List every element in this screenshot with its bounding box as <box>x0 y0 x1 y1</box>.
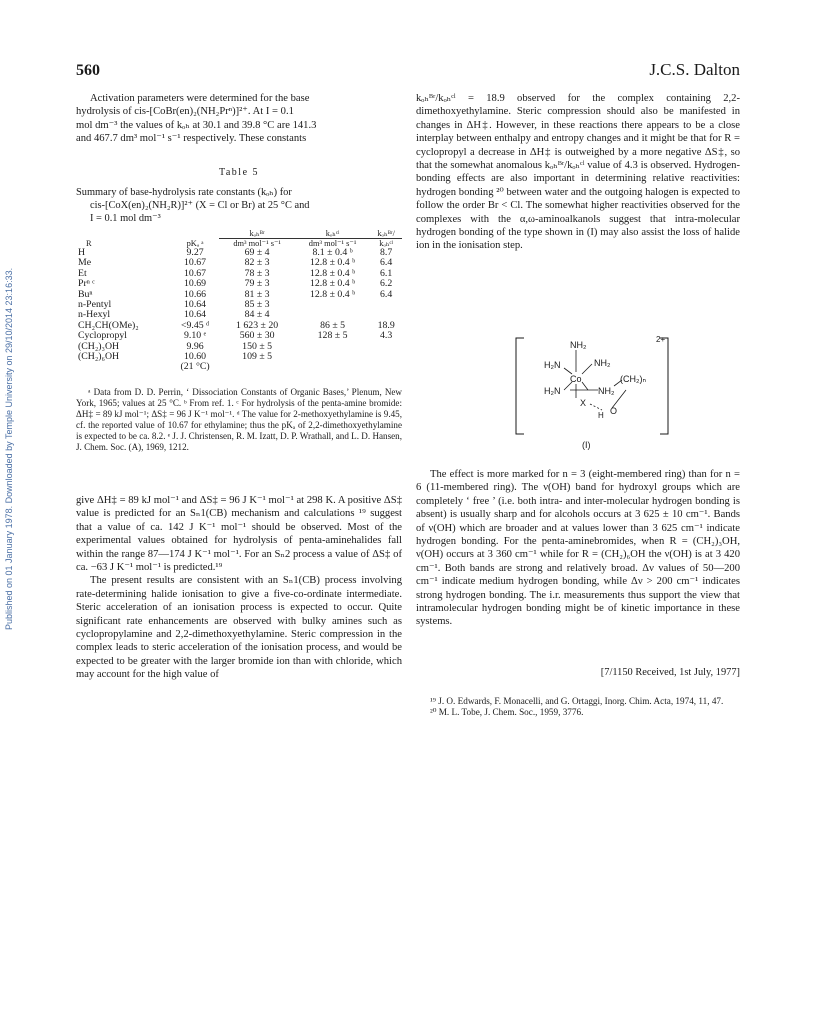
cell-ratio <box>370 342 402 352</box>
cell-pka: 9.10 ᵉ <box>184 330 207 342</box>
cell-r <box>76 362 171 372</box>
table-caption <box>76 186 402 225</box>
cell-kbr: 85 ± 3 <box>244 299 270 311</box>
table-row <box>76 331 402 341</box>
paragraph: kₒₕᴮʳ/kₒₕᶜˡ = 18.9 observed for the complex containing 2,2-dimethoxyethylamine. Steric compression should also be manifested in changes in ΔH‡. However, in these reactions there appears to be a close interplay between enthalpy and entropy changes and it might be that for R = cyclopropyl a decrease in ΔH‡ is outweighed by a more negative ΔS‡, so that the somewhat anomalous kₒₕᴮʳ/kₒₕᶜˡ value of 4.3 is observed. Hydrogen-bonding effects are also important in determining relative reactivities: hydrogen bonding ²⁰ between water and the outgoing halogen is expected to follow the order Br < Cl. The somewhat higher reactivities observed for the complexes with the α,ω-aminoalkanols suggest that intra-molecular hydrogen bonding of the type shown in (I) may also assist the loss of halide ion in the ionisation step. <box>416 93 740 252</box>
caption-line: I = 0.1 mol dm⁻³ <box>90 213 161 224</box>
left-column-intro <box>76 92 402 146</box>
cell-r: (CH₂)₃OH <box>78 340 120 352</box>
cell-r: (CH₂)₆OH <box>78 351 120 363</box>
cell-ratio <box>370 362 402 372</box>
paragraph: give ΔH‡ = 89 kJ mol⁻¹ and ΔS‡ = 96 J K⁻¹ mol⁻¹ at 298 K. A positive ΔS‡ value is predicted for an Sₙ1(CB) mechanism and calculations ¹⁹ suggest that a value of ca. 142 J K⁻¹ mol⁻¹ should be observed. Most of the experimental values obtained for hydrolysis of penta-aminehalides fall within the range 87—174 J K⁻¹ mol⁻¹. For an Sₙ2 process a value of ΔS‡ of ca. −63 J K⁻¹ mol⁻¹ is predicted.¹⁹ <box>76 495 402 574</box>
cell-kcl <box>295 362 370 372</box>
download-watermark: Published on 01 January 1978. Downloaded by Temple University on 29/10/2014 23:16:33. <box>4 267 14 630</box>
cell-kbr: 81 ± 3 <box>244 288 270 300</box>
atom-nh2-right: NH₂ <box>594 358 611 368</box>
cell-kcl: 86 ± 5 <box>320 319 346 331</box>
paragraph: The effect is more marked for n = 3 (eight-membered ring) than for n = 6 (11-membered ring). The ν(OH) band for hydroxyl groups which are completely ‘ free ’ (i.e. both intra- and inter-molecular hydrogen bonding is absent) is usually sharp and for alcohols occurs at 3 625 ± 10 cm⁻¹. Bands of ν(OH) which are broader and at values lower than 3 625 cm⁻¹ indicate hydrogen bonding. For the penta-aminebromides, when R = (CH₂)₃OH, ν(OH) occurs at 3 360 cm⁻¹ while for R = (CH₂)₆OH the ν(OH) is at 3 420 cm⁻¹. Both bands are strong and relatively broad. Δν values of 50—200 cm⁻¹ indicate medium hydrogen bonding, while Δν > 200 cm⁻¹ indicates strong hydrogen bonding. The i.r. measurements thus support the view that intramolecular hydrogen bonding might be of kinetic importance in these systems. <box>416 469 740 628</box>
cell-kcl <box>295 300 370 310</box>
col-header-kcl: kₒₕᶜˡ <box>325 229 340 238</box>
cell-pka: 10.60 <box>184 351 207 363</box>
col-header-pka: pKₐ ᵃ <box>186 239 204 248</box>
cell-ratio: 8.7 <box>380 247 393 258</box>
chain-label: (CH₂)ₙ <box>620 374 647 384</box>
paragraph-line: and 467.7 dm³ mol⁻¹ s⁻¹ respectively. These constants <box>76 133 307 145</box>
paragraph-line: hydrolysis of cis-[CoBr(en)₂(NH₂Prⁿ)]²⁺. At I = 0.1 <box>76 106 294 118</box>
cell-r: CH₂CH(OMe)₂ <box>78 319 139 331</box>
cell-kcl <box>295 352 370 362</box>
atom-nh2-top: NH₂ <box>570 340 587 350</box>
cell-kbr: 150 ± 5 <box>242 340 273 352</box>
cell-ratio: 6.1 <box>380 267 393 279</box>
structure-diagram-I <box>514 330 694 458</box>
cell-kbr: 109 ± 5 <box>242 351 273 363</box>
col-header-kbr-unit: dm³ mol⁻¹ s⁻¹ <box>219 239 294 249</box>
cell-kcl: 8.1 ± 0.4 ᵇ <box>312 247 353 258</box>
footnote-text: ᵃ Data from D. D. Perrin, ‘ Dissociation Constants of Organic Bases,’ Plenum, New York, 1965; values at 25 °C. ᵇ From ref. 1. ᶜ For hydrolysis of the penta-amine bromide: ΔH‡ = 89 kJ mol⁻¹; ΔS‡ = 96 J K⁻¹ mol⁻¹. ᵈ The value for 2-methoxyethylamine is 9.45, cf. the reported value of 10.67 for ethylamine; thus the pKₐ of 2,2-dimethoxyethylamine is expected to be ca. 8.2. ᵉ J. J. Christensen, R. M. Izatt, D. P. Wrathall, and L. D. Hansen, J. Chem. Soc. (A), 1969, 1212. <box>76 387 402 452</box>
cell-kbr: 69 ± 4 <box>244 247 270 258</box>
bracket-left <box>516 338 524 434</box>
table-footnotes <box>76 387 402 453</box>
atom-co: Co <box>570 374 582 384</box>
bracket-right <box>660 338 668 434</box>
cell-kcl: 12.8 ± 0.4 ᵇ <box>310 278 356 290</box>
cell-pka: 10.69 <box>184 278 207 290</box>
cell-kcl: 12.8 ± 0.4 ᵇ <box>310 257 356 269</box>
received-date: [7/1150 Received, 1st July, 1977] <box>600 667 740 678</box>
cell-pka: 10.64 <box>184 299 207 311</box>
cell-r: Et <box>78 267 87 279</box>
table-row <box>76 300 402 310</box>
cell-ratio: 6.4 <box>380 288 393 300</box>
structure-label: (I) <box>582 440 591 450</box>
col-header-r: R <box>86 239 92 248</box>
cell-kbr <box>219 362 294 372</box>
cell-r: Me <box>78 257 92 269</box>
cell-kbr: 560 ± 30 <box>239 330 275 342</box>
cell-ratio: 6.2 <box>380 278 393 290</box>
cell-ratio <box>370 352 402 362</box>
cell-pka: 10.67 <box>184 257 207 269</box>
cell-r: Cyclopropyl <box>78 330 127 342</box>
paragraph-line: mol dm⁻³ the values of kₒₕ at 30.1 and 39.8 °C are 141.3 <box>76 119 317 131</box>
reference-item: ²⁰ M. L. Tobe, J. Chem. Soc., 1959, 3776. <box>430 707 584 717</box>
cell-pka: 9.96 <box>186 340 204 352</box>
atom-h: H <box>598 411 604 420</box>
cell-r: n-Hexyl <box>78 309 111 321</box>
cell-ratio: 18.9 <box>377 319 395 331</box>
atom-o: O <box>610 406 618 416</box>
caption-line: Summary of base-hydrolysis rate constants (kₒₕ) for <box>76 187 292 198</box>
reference-item: ¹⁹ J. O. Edwards, F. Monacelli, and G. Ortaggi, Inorg. Chim. Acta, 1974, 11, 47. <box>430 696 724 706</box>
atom-x: X <box>580 398 587 408</box>
table-title: Table 5 <box>218 167 260 178</box>
paragraph: The present results are consistent with an Sₙ1(CB) process involving rate-determining halide ionisation to give a five-co-ordinate intermediate. Steric acceleration of an ionisation process is expected to occur. Quite significant rate enhancements are observed with bulky amines such as cyclopropylamine and 2,2-dimethoxyethylamine. Steric compression in the complex leads to steric acceleration of the ionisation process, and would be expected to be greater with the larger bromide ion than with chloride, which may account for the high value of <box>76 575 402 681</box>
cell-kbr: 82 ± 3 <box>244 257 270 269</box>
cell-kcl: 12.8 ± 0.4 ᵇ <box>310 267 356 279</box>
col-header-kcl-unit: dm³ mol⁻¹ s⁻¹ <box>295 239 370 249</box>
page-number: 560 <box>76 62 100 79</box>
charge-label: 2+ <box>656 335 666 344</box>
right-column-body <box>416 468 740 629</box>
table-row <box>76 290 402 300</box>
journal-name: J.C.S. Dalton <box>649 60 740 79</box>
cell-pka: (21 °C) <box>180 361 210 373</box>
table-row <box>76 362 402 372</box>
paragraph-line: Activation parameters were determined for the base <box>90 93 310 104</box>
cell-kcl <box>295 342 370 352</box>
cell-r: n-Pentyl <box>78 299 112 311</box>
cell-r: H <box>78 247 86 258</box>
caption-line: cis-[CoX(en)₂(NH₂R)]²⁺ (X = Cl or Br) at 25 °C and <box>90 200 310 211</box>
atom-nh2-bottom: NH₂ <box>598 386 615 396</box>
cell-pka: 10.67 <box>184 267 207 279</box>
table-row <box>76 342 402 352</box>
cell-kbr: 1 623 ± 20 <box>236 319 279 331</box>
references <box>416 696 740 718</box>
col-header-ratio: kₒₕᴮʳ/ <box>377 229 395 238</box>
cell-kcl: 128 ± 5 <box>317 330 348 342</box>
cell-kbr: 78 ± 3 <box>244 267 270 279</box>
cell-ratio: 4.3 <box>380 330 393 342</box>
atom-h2n-bottom-left: H₂N <box>544 386 561 396</box>
cell-r: Buⁿ <box>78 288 93 300</box>
cell-pka: 9.27 <box>186 247 204 258</box>
left-column-body <box>76 494 402 682</box>
cell-ratio: 6.4 <box>380 257 393 269</box>
cell-kcl: 12.8 ± 0.4 ᵇ <box>310 288 356 300</box>
cell-kbr: 79 ± 3 <box>244 278 270 290</box>
cell-r: Prⁿ ᶜ <box>78 278 95 290</box>
right-column-intro <box>416 92 740 253</box>
cell-ratio <box>370 300 402 310</box>
cell-kbr: 84 ± 4 <box>244 309 270 321</box>
col-header-ratio-bottom: kₒₕᶜˡ <box>370 239 402 249</box>
cell-pka: <9.45 ᵈ <box>180 319 210 331</box>
cell-pka: 10.64 <box>184 309 207 321</box>
rate-constants-table <box>76 229 402 373</box>
col-header-kbr: kₒₕᴮʳ <box>249 229 265 238</box>
cell-pka: 10.66 <box>184 288 207 300</box>
atom-h2n-left: H₂N <box>544 360 561 370</box>
table-row <box>76 352 402 362</box>
